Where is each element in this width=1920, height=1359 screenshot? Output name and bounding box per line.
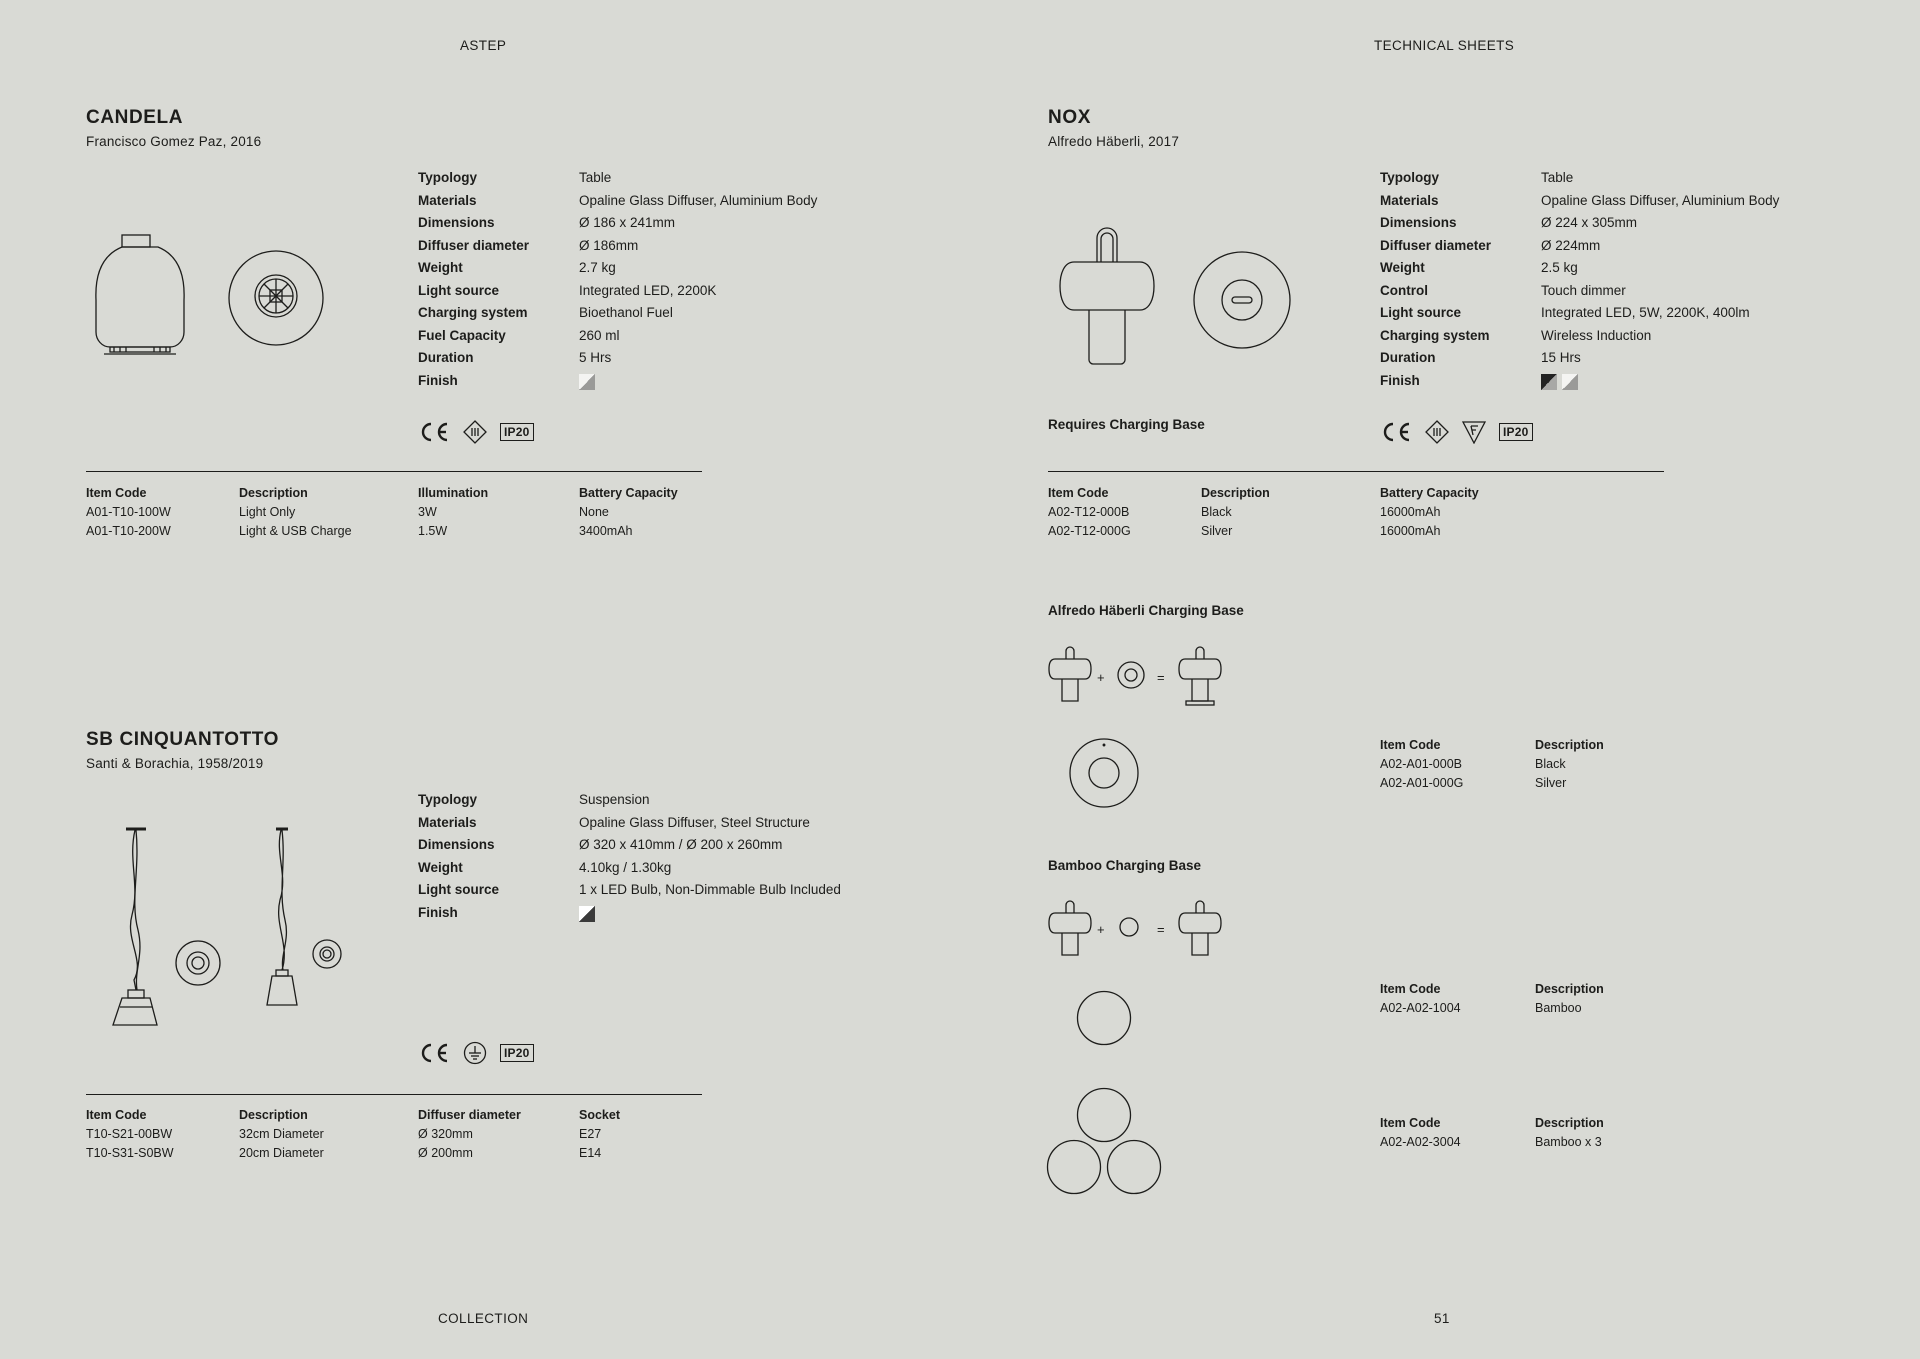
spec-value: Opaline Glass Diffuser, Aluminium Body bbox=[579, 192, 818, 208]
table-cell: E14 bbox=[579, 1146, 602, 1160]
f-mark-icon bbox=[1462, 420, 1486, 444]
spec-value: Integrated LED, 5W, 2200K, 400lm bbox=[1541, 305, 1750, 320]
table-cell: A02-A02-1004 bbox=[1380, 1001, 1461, 1015]
page-number: 51 bbox=[1434, 1311, 1450, 1326]
finish-black-swatch bbox=[1541, 374, 1557, 390]
divider bbox=[1048, 471, 1664, 472]
sb-title: SB CINQUANTOTTO bbox=[86, 729, 280, 750]
nox-drawings bbox=[1054, 224, 1294, 368]
spec-key: Duration bbox=[418, 350, 474, 365]
alfredo-base-title: Alfredo Häberli Charging Base bbox=[1048, 603, 1244, 618]
spec-key: Typology bbox=[1380, 170, 1439, 185]
spec-key: Charging system bbox=[1380, 327, 1490, 343]
finish-swatches bbox=[1541, 374, 1578, 390]
bamboo-base-icon bbox=[1118, 916, 1140, 938]
spec-value: 2.7 kg bbox=[579, 260, 616, 275]
spec-value: Ø 320 x 410mm / Ø 200 x 260mm bbox=[579, 837, 783, 852]
table-cell: Bamboo bbox=[1535, 1001, 1582, 1015]
column-header: Description bbox=[1201, 486, 1270, 500]
spec-key: Materials bbox=[1380, 192, 1439, 208]
divider bbox=[86, 471, 702, 472]
nox-certifications bbox=[1380, 420, 1533, 444]
spec-key: Typology bbox=[418, 792, 477, 807]
spec-key: Materials bbox=[418, 192, 477, 208]
spec-key: Weight bbox=[1380, 260, 1425, 275]
column-header: Description bbox=[1535, 982, 1604, 996]
spec-value: Suspension bbox=[579, 792, 650, 807]
nox-designer: Alfredo Häberli, 2017 bbox=[1048, 134, 1180, 149]
nox-title: NOX bbox=[1048, 107, 1091, 128]
equals-sign: = bbox=[1157, 922, 1165, 937]
spec-key: Dimensions bbox=[418, 215, 495, 230]
spec-key: Duration bbox=[1380, 350, 1436, 365]
column-header: Item Code bbox=[1380, 1116, 1441, 1130]
spec-value: Opaline Glass Diffuser, Steel Structure bbox=[579, 814, 810, 830]
spec-key: Diffuser diameter bbox=[418, 237, 530, 253]
spec-value: 4.10kg / 1.30kg bbox=[579, 859, 672, 875]
class-iii-icon bbox=[1425, 420, 1449, 444]
column-header: Item Code bbox=[86, 486, 147, 500]
ip-rating-badge: IP20 bbox=[500, 1044, 534, 1062]
nox-lamp-on-bamboo-icon bbox=[1178, 900, 1223, 960]
column-header: Item Code bbox=[1380, 738, 1441, 752]
candela-certifications bbox=[418, 420, 534, 444]
ip-rating-badge: IP20 bbox=[500, 423, 534, 441]
bamboo-triple-drawing bbox=[1044, 1086, 1164, 1196]
spec-value: 260 ml bbox=[579, 327, 620, 343]
spec-value: Ø 186 x 241mm bbox=[579, 215, 676, 230]
spec-key: Finish bbox=[418, 372, 458, 388]
spec-value: 1 x LED Bulb, Non-Dimmable Bulb Included bbox=[579, 882, 841, 897]
column-header: Battery Capacity bbox=[1380, 486, 1479, 500]
sb-designer: Santi & Borachia, 1958/2019 bbox=[86, 756, 264, 771]
requires-charging-base-note: Requires Charging Base bbox=[1048, 417, 1205, 432]
spec-value: 15 Hrs bbox=[1541, 350, 1581, 365]
table-cell: A01-T10-200W bbox=[86, 524, 171, 538]
spec-key: Weight bbox=[418, 859, 463, 875]
spec-key: Finish bbox=[1380, 372, 1420, 388]
table-cell: Silver bbox=[1201, 524, 1233, 538]
table-cell: A02-A01-000G bbox=[1380, 776, 1464, 790]
spec-value: Opaline Glass Diffuser, Aluminium Body bbox=[1541, 192, 1780, 208]
spec-key: Finish bbox=[418, 904, 458, 920]
ip-rating-badge: IP20 bbox=[1499, 423, 1533, 441]
plus-sign: + bbox=[1097, 670, 1105, 685]
column-header: Description bbox=[239, 486, 308, 500]
spec-value: Touch dimmer bbox=[1541, 282, 1626, 298]
spec-key: Weight bbox=[418, 260, 463, 275]
spec-value: Table bbox=[579, 170, 612, 185]
column-header: Illumination bbox=[418, 486, 489, 500]
column-header: Item Code bbox=[1048, 486, 1109, 500]
spec-value: Integrated LED, 2200K bbox=[579, 282, 717, 298]
candela-side-drawing bbox=[90, 228, 190, 360]
divider bbox=[86, 1094, 702, 1095]
table-cell: A02-A01-000B bbox=[1380, 757, 1463, 771]
finish-swatches bbox=[579, 374, 595, 390]
table-cell: A02-T12-000B bbox=[1048, 505, 1130, 519]
spec-value: Bioethanol Fuel bbox=[579, 305, 673, 320]
table-cell: Black bbox=[1201, 505, 1232, 519]
table-cell: Bamboo x 3 bbox=[1535, 1135, 1602, 1149]
spec-value: Wireless Induction bbox=[1541, 327, 1652, 343]
spec-key: Typology bbox=[418, 170, 477, 185]
class-iii-icon bbox=[463, 420, 487, 444]
spec-key: Diffuser diameter bbox=[1380, 237, 1492, 253]
spec-key: Dimensions bbox=[418, 837, 495, 852]
candela-title: CANDELA bbox=[86, 107, 184, 128]
table-cell: 20cm Diameter bbox=[239, 1146, 324, 1160]
spec-key: Materials bbox=[418, 814, 477, 830]
bamboo-single-drawing bbox=[1074, 988, 1134, 1048]
nox-lamp-icon bbox=[1048, 646, 1093, 706]
sb-drawings bbox=[100, 820, 360, 1030]
table-cell: Ø 200mm bbox=[418, 1146, 473, 1160]
spec-value: 2.5 kg bbox=[1541, 260, 1578, 275]
equals-sign: = bbox=[1157, 670, 1165, 685]
column-header: Socket bbox=[579, 1108, 620, 1122]
table-cell: 32cm Diameter bbox=[239, 1127, 324, 1141]
table-cell: A02-T12-000G bbox=[1048, 524, 1131, 538]
table-cell: A02-A02-3004 bbox=[1380, 1135, 1461, 1149]
candela-designer: Francisco Gomez Paz, 2016 bbox=[86, 134, 262, 149]
spec-key: Light source bbox=[1380, 305, 1462, 320]
spec-key: Dimensions bbox=[1380, 215, 1457, 230]
earth-ground-icon bbox=[463, 1041, 487, 1065]
table-cell: E27 bbox=[579, 1127, 602, 1141]
header-section: TECHNICAL SHEETS bbox=[1374, 38, 1515, 53]
column-header: Description bbox=[239, 1108, 308, 1122]
spec-key: Charging system bbox=[418, 305, 528, 320]
table-cell: 3W bbox=[418, 505, 437, 519]
table-cell: Ø 320mm bbox=[418, 1127, 473, 1141]
spec-key: Light source bbox=[418, 882, 500, 897]
ce-mark-icon bbox=[418, 421, 450, 443]
table-cell: A01-T10-100W bbox=[86, 505, 171, 519]
spec-value: Ø 224mm bbox=[1541, 237, 1601, 253]
table-cell: T10-S31-S0BW bbox=[86, 1146, 174, 1160]
table-cell: Light & USB Charge bbox=[239, 524, 352, 538]
column-header: Description bbox=[1535, 1116, 1604, 1130]
table-cell: Silver bbox=[1535, 776, 1567, 790]
footer-collection: COLLECTION bbox=[438, 1311, 529, 1326]
spec-value: Ø 224 x 305mm bbox=[1541, 215, 1638, 230]
column-header: Description bbox=[1535, 738, 1604, 752]
table-cell: 3400mAh bbox=[579, 524, 633, 538]
spec-value: Ø 186mm bbox=[579, 237, 639, 253]
spec-value: 5 Hrs bbox=[579, 350, 612, 365]
finish-silver-swatch bbox=[1562, 374, 1578, 390]
column-header: Diffuser diameter bbox=[418, 1108, 521, 1122]
sb-certifications bbox=[418, 1041, 534, 1065]
ce-mark-icon bbox=[1380, 421, 1412, 443]
spec-key: Light source bbox=[418, 282, 500, 298]
table-cell: Light Only bbox=[239, 505, 296, 519]
candela-top-drawing bbox=[226, 248, 326, 348]
spec-key: Fuel Capacity bbox=[418, 327, 506, 343]
header-brand: ASTEP bbox=[460, 38, 507, 53]
table-cell: None bbox=[579, 505, 609, 519]
ce-mark-icon bbox=[418, 1042, 450, 1064]
finish-swatches bbox=[579, 906, 595, 922]
spec-value: Table bbox=[1541, 170, 1574, 185]
column-header: Battery Capacity bbox=[579, 486, 678, 500]
column-header: Item Code bbox=[86, 1108, 147, 1122]
spec-key: Control bbox=[1380, 282, 1428, 298]
table-cell: 16000mAh bbox=[1380, 505, 1441, 519]
column-header: Item Code bbox=[1380, 982, 1441, 996]
finish-silver-swatch bbox=[579, 374, 595, 390]
finish-black-swatch bbox=[579, 906, 595, 922]
alfredo-base-icon bbox=[1116, 660, 1146, 690]
nox-lamp-icon bbox=[1048, 900, 1093, 960]
bamboo-base-title: Bamboo Charging Base bbox=[1048, 858, 1202, 873]
plus-sign: + bbox=[1097, 922, 1105, 937]
table-cell: Black bbox=[1535, 757, 1566, 771]
nox-lamp-on-base-icon bbox=[1178, 646, 1223, 708]
alfredo-base-top-drawing bbox=[1068, 737, 1140, 809]
table-cell: T10-S21-00BW bbox=[86, 1127, 173, 1141]
table-cell: 16000mAh bbox=[1380, 524, 1441, 538]
table-cell: 1.5W bbox=[418, 524, 448, 538]
